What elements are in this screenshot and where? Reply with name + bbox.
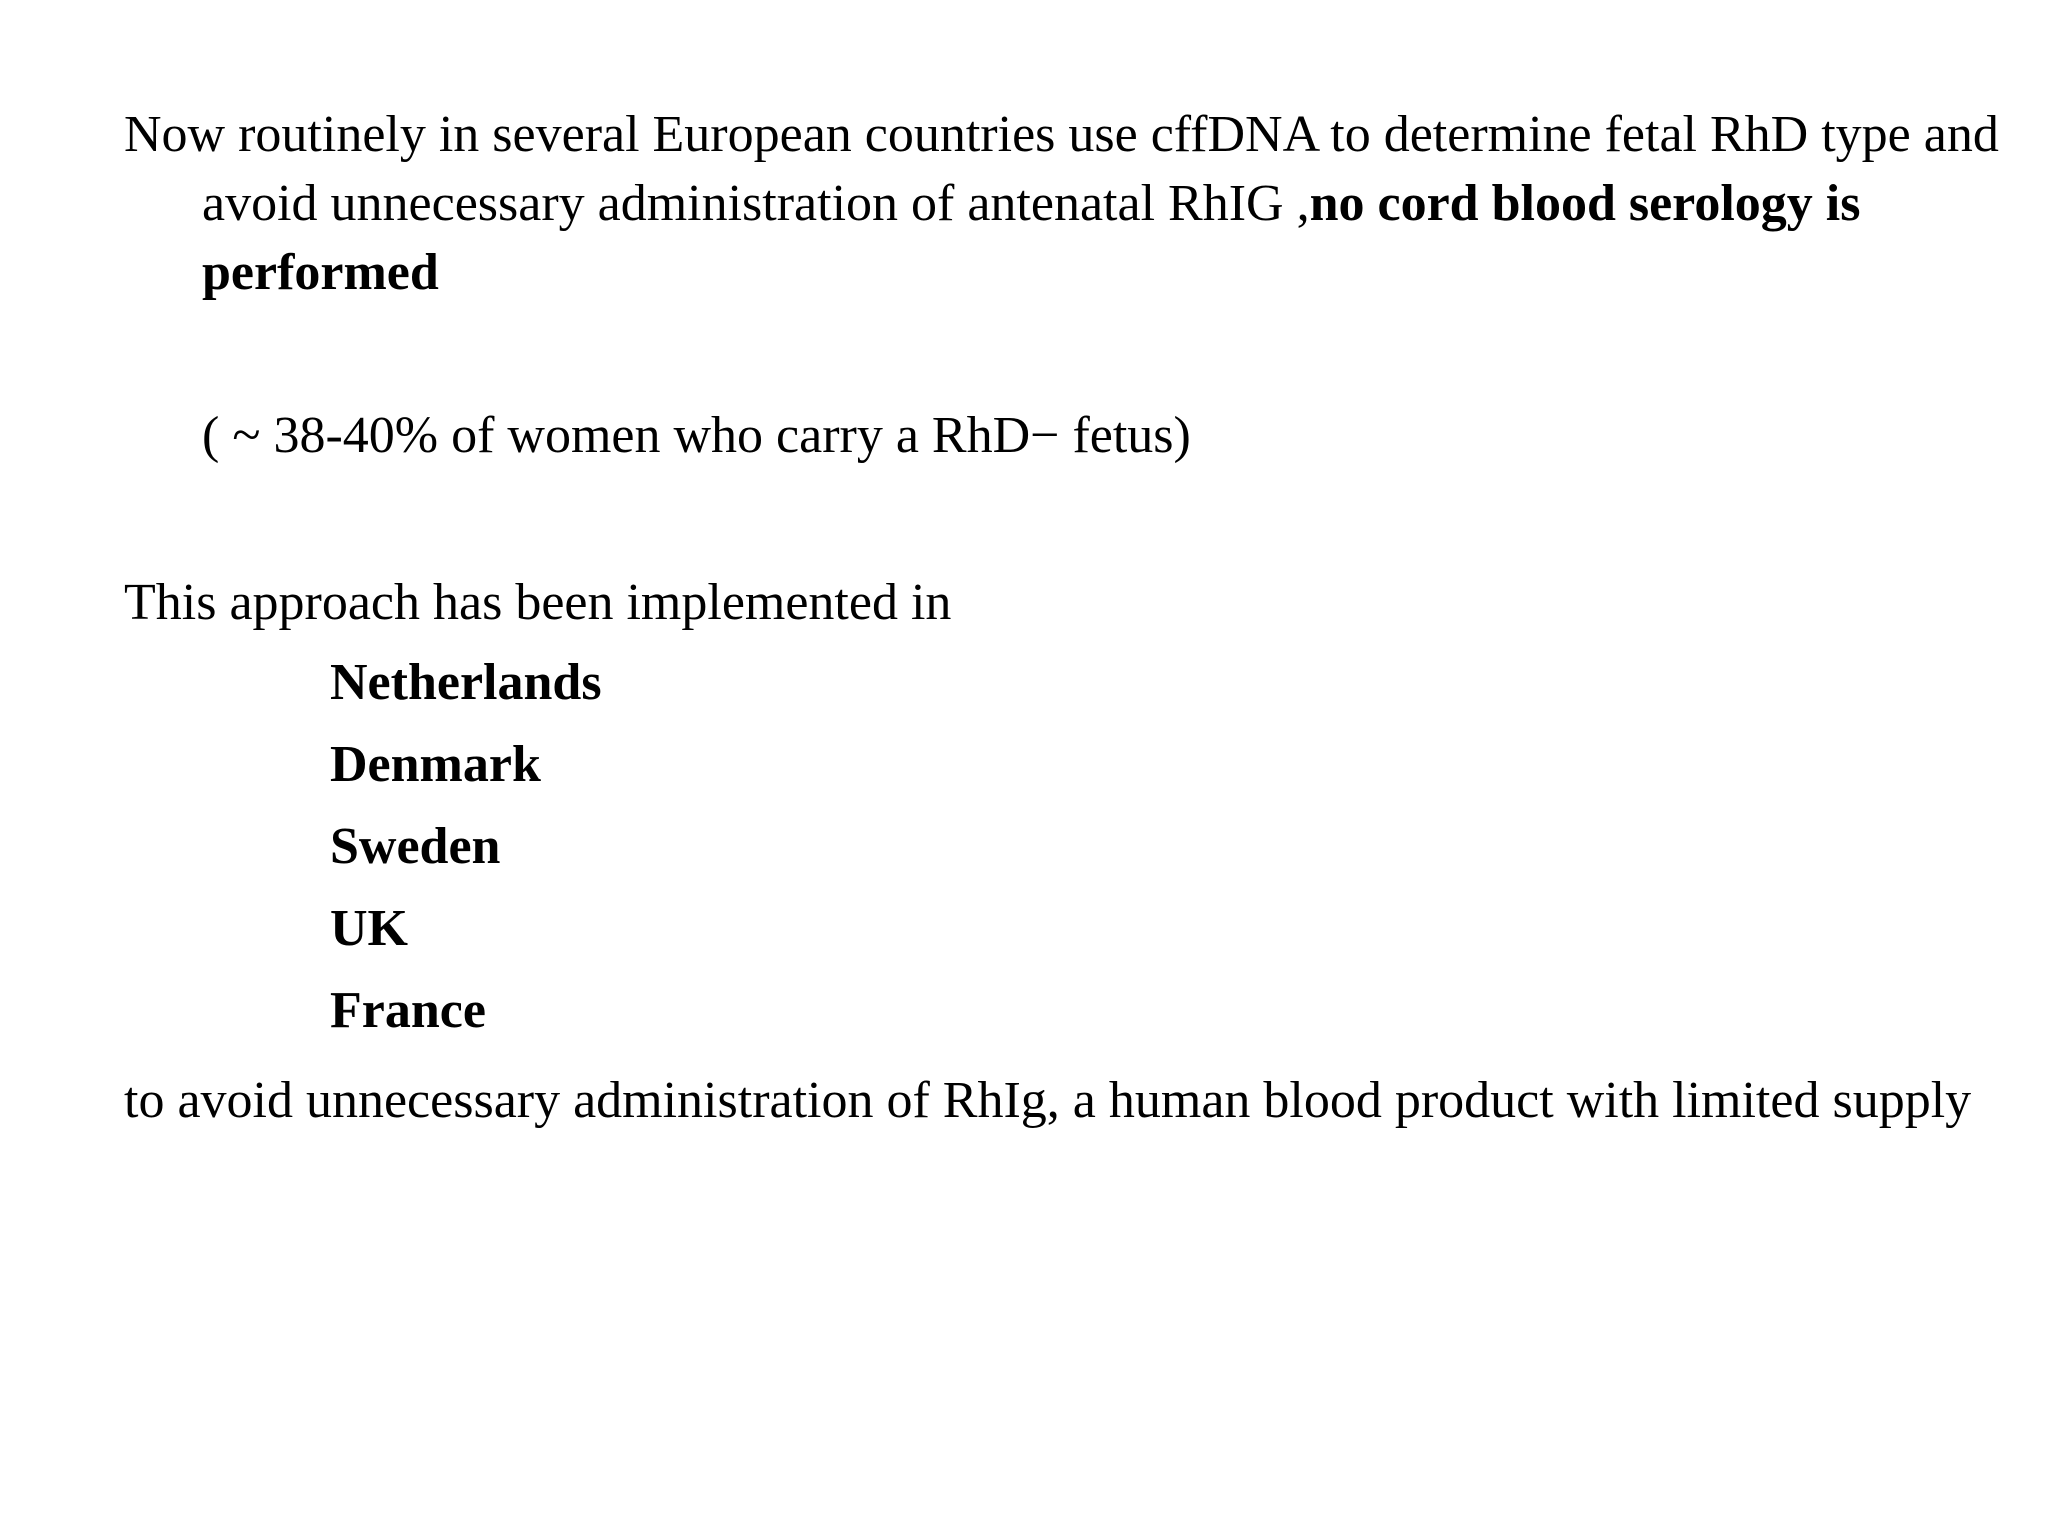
- country-list: [330, 648, 602, 1058]
- paragraph-cffdna: [124, 100, 2048, 307]
- country-france: France: [330, 982, 486, 1039]
- implementation-intro: This approach has been implemented in: [124, 574, 952, 631]
- country-sweden: Sweden: [330, 818, 501, 875]
- country-netherlands: Netherlands: [330, 654, 602, 711]
- country-uk: UK: [330, 900, 408, 957]
- percentage-note: ( ~ 38-40% of women who carry a RhD− fetus): [202, 407, 1191, 464]
- paragraph-cffdna-bold: no cord blood serology is performed: [202, 175, 1861, 301]
- paragraph-cffdna-text: Now routinely in several European countries use cffDNA to determine fetal RhD type and avoid unnecessary administration of antenatal RhIG ,: [124, 106, 1999, 232]
- conclusion-paragraph: to avoid unnecessary administration of RhIg, a human blood product with limited supply: [124, 1072, 1972, 1129]
- country-denmark: Denmark: [330, 736, 541, 793]
